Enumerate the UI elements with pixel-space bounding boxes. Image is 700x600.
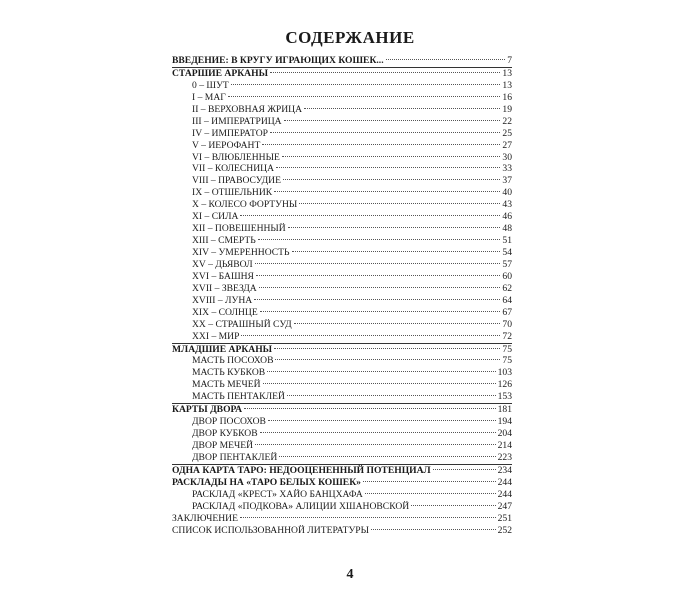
toc-entry-title: II – ВЕРХОВНАЯ ЖРИЦА <box>192 103 303 115</box>
toc-dot-leader <box>363 481 496 482</box>
toc-entry-title: XIII – СМЕРТЬ <box>192 235 256 247</box>
toc-entry-page: 194 <box>497 416 512 428</box>
toc-dot-leader <box>255 444 496 445</box>
toc-dot-leader <box>287 395 496 396</box>
toc-entry-page: 25 <box>502 127 512 139</box>
toc-dot-leader <box>240 215 500 216</box>
toc-entry-page: 251 <box>497 512 512 524</box>
toc-entry <box>172 367 512 379</box>
toc-entry <box>172 513 512 525</box>
toc-entry <box>172 489 512 501</box>
toc-dot-leader <box>279 456 495 457</box>
toc-entry-page: 244 <box>497 476 512 488</box>
toc-entry <box>172 452 512 464</box>
toc-entry <box>172 247 512 259</box>
toc-entry <box>172 403 512 416</box>
toc-entry-page: 13 <box>502 79 512 91</box>
toc-entry <box>172 187 512 199</box>
toc-entry-title: МАСТЬ КУБКОВ <box>192 367 266 379</box>
toc-entry-title: РАСКЛАДЫ НА «ТАРО БЕЛЫХ КОШЕК» <box>172 476 361 488</box>
toc-entry-page: 43 <box>502 199 512 211</box>
toc-entry <box>172 416 512 428</box>
toc-entry-page: 214 <box>497 440 512 451</box>
toc-entry-title: ДВОР КУБКОВ <box>192 428 258 440</box>
toc-entry-title: XVI – БАШНЯ <box>192 270 254 282</box>
toc-entry <box>172 391 512 403</box>
toc-dot-leader <box>288 227 501 228</box>
toc-entry-title: ДВОР ПЕНТАКЛЕЙ <box>192 451 278 463</box>
toc-entry-page: 60 <box>502 270 512 282</box>
toc-entry-page: 153 <box>497 391 512 403</box>
toc-entry <box>172 80 512 92</box>
toc-dot-leader <box>270 132 500 133</box>
toc-entry-page: 37 <box>502 175 512 187</box>
toc-entry <box>172 271 512 283</box>
toc-entry <box>172 223 512 235</box>
toc-entry <box>172 295 512 307</box>
toc-entry-page: 181 <box>497 404 512 416</box>
toc-dot-leader <box>270 72 500 73</box>
toc-entry-page: 126 <box>497 379 512 391</box>
toc-dot-leader <box>254 299 500 300</box>
toc-entry <box>172 464 512 477</box>
toc-entry <box>172 55 512 67</box>
toc-entry-page: 57 <box>502 258 512 270</box>
toc-entry-title: V – ИЕРОФАНТ <box>192 139 261 151</box>
toc-entry <box>172 379 512 391</box>
toc-entry-title: МАСТЬ МЕЧЕЙ <box>192 379 261 391</box>
toc-entry-title: XIX – СОЛНЦЕ <box>192 306 258 318</box>
toc-dot-leader <box>263 383 496 384</box>
toc-entry <box>172 104 512 116</box>
toc-entry <box>172 67 512 80</box>
toc-dot-leader <box>240 517 496 518</box>
toc-entry <box>172 501 512 513</box>
toc-entry-title: МАСТЬ ПОСОХОВ <box>192 355 274 367</box>
toc-entry-title: XXI – МИР <box>192 330 240 342</box>
toc-dot-leader <box>304 108 500 109</box>
toc-entry <box>172 477 512 489</box>
toc-entry <box>172 440 512 452</box>
toc-entry-page: 54 <box>502 247 512 258</box>
toc-dot-leader <box>268 420 496 421</box>
toc-entry <box>172 319 512 331</box>
toc-entry-page: 75 <box>502 355 512 367</box>
toc-entry-title: III – ИМПЕРАТРИЦА <box>192 115 282 127</box>
toc-dot-leader <box>231 84 501 85</box>
toc-entry-page: 247 <box>497 500 512 512</box>
toc-dot-leader <box>433 469 496 470</box>
toc-entry-title: МАСТЬ ПЕНТАКЛЕЙ <box>192 391 285 403</box>
toc-entry <box>172 307 512 319</box>
toc-entry <box>172 163 512 175</box>
toc-entry-page: 75 <box>502 343 512 355</box>
toc-dot-leader <box>260 432 496 433</box>
toc-entry-title: X – КОЛЕСО ФОРТУНЫ <box>192 199 298 211</box>
toc-entry-title: XX – СТРАШНЫЙ СУД <box>192 318 292 330</box>
toc-entry <box>172 235 512 247</box>
toc-dot-leader <box>267 371 495 372</box>
toc-entry-page: 46 <box>502 211 512 223</box>
toc-dot-leader <box>260 311 501 312</box>
toc-entry-title: IX – ОТШЕЛЬНИК <box>192 187 273 199</box>
toc-dot-leader <box>365 493 496 494</box>
toc-entry <box>172 355 512 367</box>
toc-entry <box>172 175 512 187</box>
toc-entry-title: XVII – ЗВЕЗДА <box>192 282 257 294</box>
toc-entry-title: VII – КОЛЕСНИЦА <box>192 163 275 175</box>
toc-entry-page: 22 <box>502 115 512 127</box>
toc-entry-title: СТАРШИЕ АРКАНЫ <box>172 67 268 79</box>
toc-dot-leader <box>274 191 500 192</box>
toc-entry-title: ДВОР МЕЧЕЙ <box>192 440 254 451</box>
toc-entry-page: 27 <box>502 139 512 151</box>
toc-entry-page: 51 <box>502 235 512 247</box>
toc-entry-title: ОДНА КАРТА ТАРО: НЕДООЦЕНЕННЫЙ ПОТЕНЦИАЛ <box>172 464 431 476</box>
toc-entry-page: 103 <box>497 367 512 379</box>
toc-entry-title: ВВЕДЕНИЕ: В КРУГУ ИГРАЮЩИХ КОШЕК... <box>172 55 384 66</box>
toc-entry-title: 0 – ШУТ <box>192 79 229 91</box>
toc-entry-title: XI – СИЛА <box>192 211 239 223</box>
toc-dot-leader <box>386 59 506 60</box>
toc-entry-page: 40 <box>502 187 512 199</box>
toc-entry-title: XII – ПОВЕШЕННЫЙ <box>192 223 286 235</box>
toc-dot-leader <box>294 323 501 324</box>
toc-entry-title: РАСКЛАД «КРЕСТ» ХАЙО БАНЦХАФА <box>192 488 363 500</box>
toc-dot-leader <box>274 348 500 349</box>
toc-entry-page: 48 <box>502 223 512 235</box>
toc-entry <box>172 140 512 152</box>
toc-entry <box>172 152 512 164</box>
toc-entry-title: КАРТЫ ДВОРА <box>172 404 243 416</box>
toc-dot-leader <box>371 529 496 530</box>
page-title: СОДЕРЖАНИЕ <box>285 28 415 47</box>
toc-entry-page: 67 <box>502 306 512 318</box>
toc-entry-page: 16 <box>502 91 512 103</box>
toc-entry-page: 252 <box>497 524 512 536</box>
toc-entry-title: ЗАКЛЮЧЕНИЕ <box>172 512 238 524</box>
toc-entry-title: XVIII – ЛУНА <box>192 294 253 306</box>
toc-entry-title: VIII – ПРАВОСУДИЕ <box>192 175 281 187</box>
toc-dot-leader <box>241 335 500 336</box>
toc-entry <box>172 525 512 537</box>
toc-entry-title: I – МАГ <box>192 91 226 103</box>
toc-entry-title: XIV – УМЕРЕННОСТЬ <box>192 247 290 258</box>
toc-entry <box>172 211 512 223</box>
toc-entry-page: 62 <box>502 282 512 294</box>
toc-entry-page: 7 <box>507 55 512 66</box>
toc-dot-leader <box>275 359 500 360</box>
toc-entry <box>172 428 512 440</box>
toc-entry-page: 33 <box>502 163 512 175</box>
toc-entry-page: 30 <box>502 151 512 163</box>
toc-entry-title: IV – ИМПЕРАТОР <box>192 127 268 139</box>
toc-dot-leader <box>276 167 500 168</box>
toc-entry-page: 13 <box>502 67 512 79</box>
table-of-contents <box>172 55 512 537</box>
toc-entry <box>172 92 512 104</box>
toc-entry-title: VI – ВЛЮБЛЕННЫЕ <box>192 151 280 163</box>
toc-entry-page: 244 <box>497 488 512 500</box>
toc-entry <box>172 128 512 140</box>
toc-entry-page: 19 <box>502 103 512 115</box>
toc-entry <box>172 331 512 343</box>
toc-dot-leader <box>244 408 496 409</box>
toc-dot-leader <box>292 251 501 252</box>
toc-dot-leader <box>259 287 501 288</box>
toc-dot-leader <box>228 96 501 97</box>
toc-entry <box>172 343 512 356</box>
toc-entry-title: XV – ДЬЯВОЛ <box>192 258 253 270</box>
toc-dot-leader <box>284 120 501 121</box>
toc-dot-leader <box>411 505 495 506</box>
toc-entry-page: 64 <box>502 294 512 306</box>
toc-entry-page: 234 <box>497 464 512 476</box>
toc-entry-page: 204 <box>497 428 512 440</box>
toc-entry-title: РАСКЛАД «ПОДКОВА» АЛИЦИИ ХШАНОВСКОЙ <box>192 500 410 512</box>
toc-entry-title: МЛАДШИЕ АРКАНЫ <box>172 343 273 355</box>
toc-entry <box>172 199 512 211</box>
toc-entry <box>172 259 512 271</box>
toc-dot-leader <box>299 203 500 204</box>
toc-dot-leader <box>255 263 501 264</box>
toc-dot-leader <box>258 239 501 240</box>
toc-entry-title: ДВОР ПОСОХОВ <box>192 416 266 428</box>
toc-entry-page: 72 <box>502 330 512 342</box>
toc-entry <box>172 116 512 128</box>
toc-dot-leader <box>283 179 500 180</box>
toc-dot-leader <box>256 275 500 276</box>
toc-entry-page: 223 <box>497 451 512 463</box>
toc-entry-title: СПИСОК ИСПОЛЬЗОВАННОЙ ЛИТЕРАТУРЫ <box>172 524 370 536</box>
toc-entry <box>172 283 512 295</box>
toc-dot-leader <box>262 144 500 145</box>
toc-dot-leader <box>282 156 501 157</box>
toc-entry-page: 70 <box>502 318 512 330</box>
page-number: 4 <box>346 567 354 582</box>
